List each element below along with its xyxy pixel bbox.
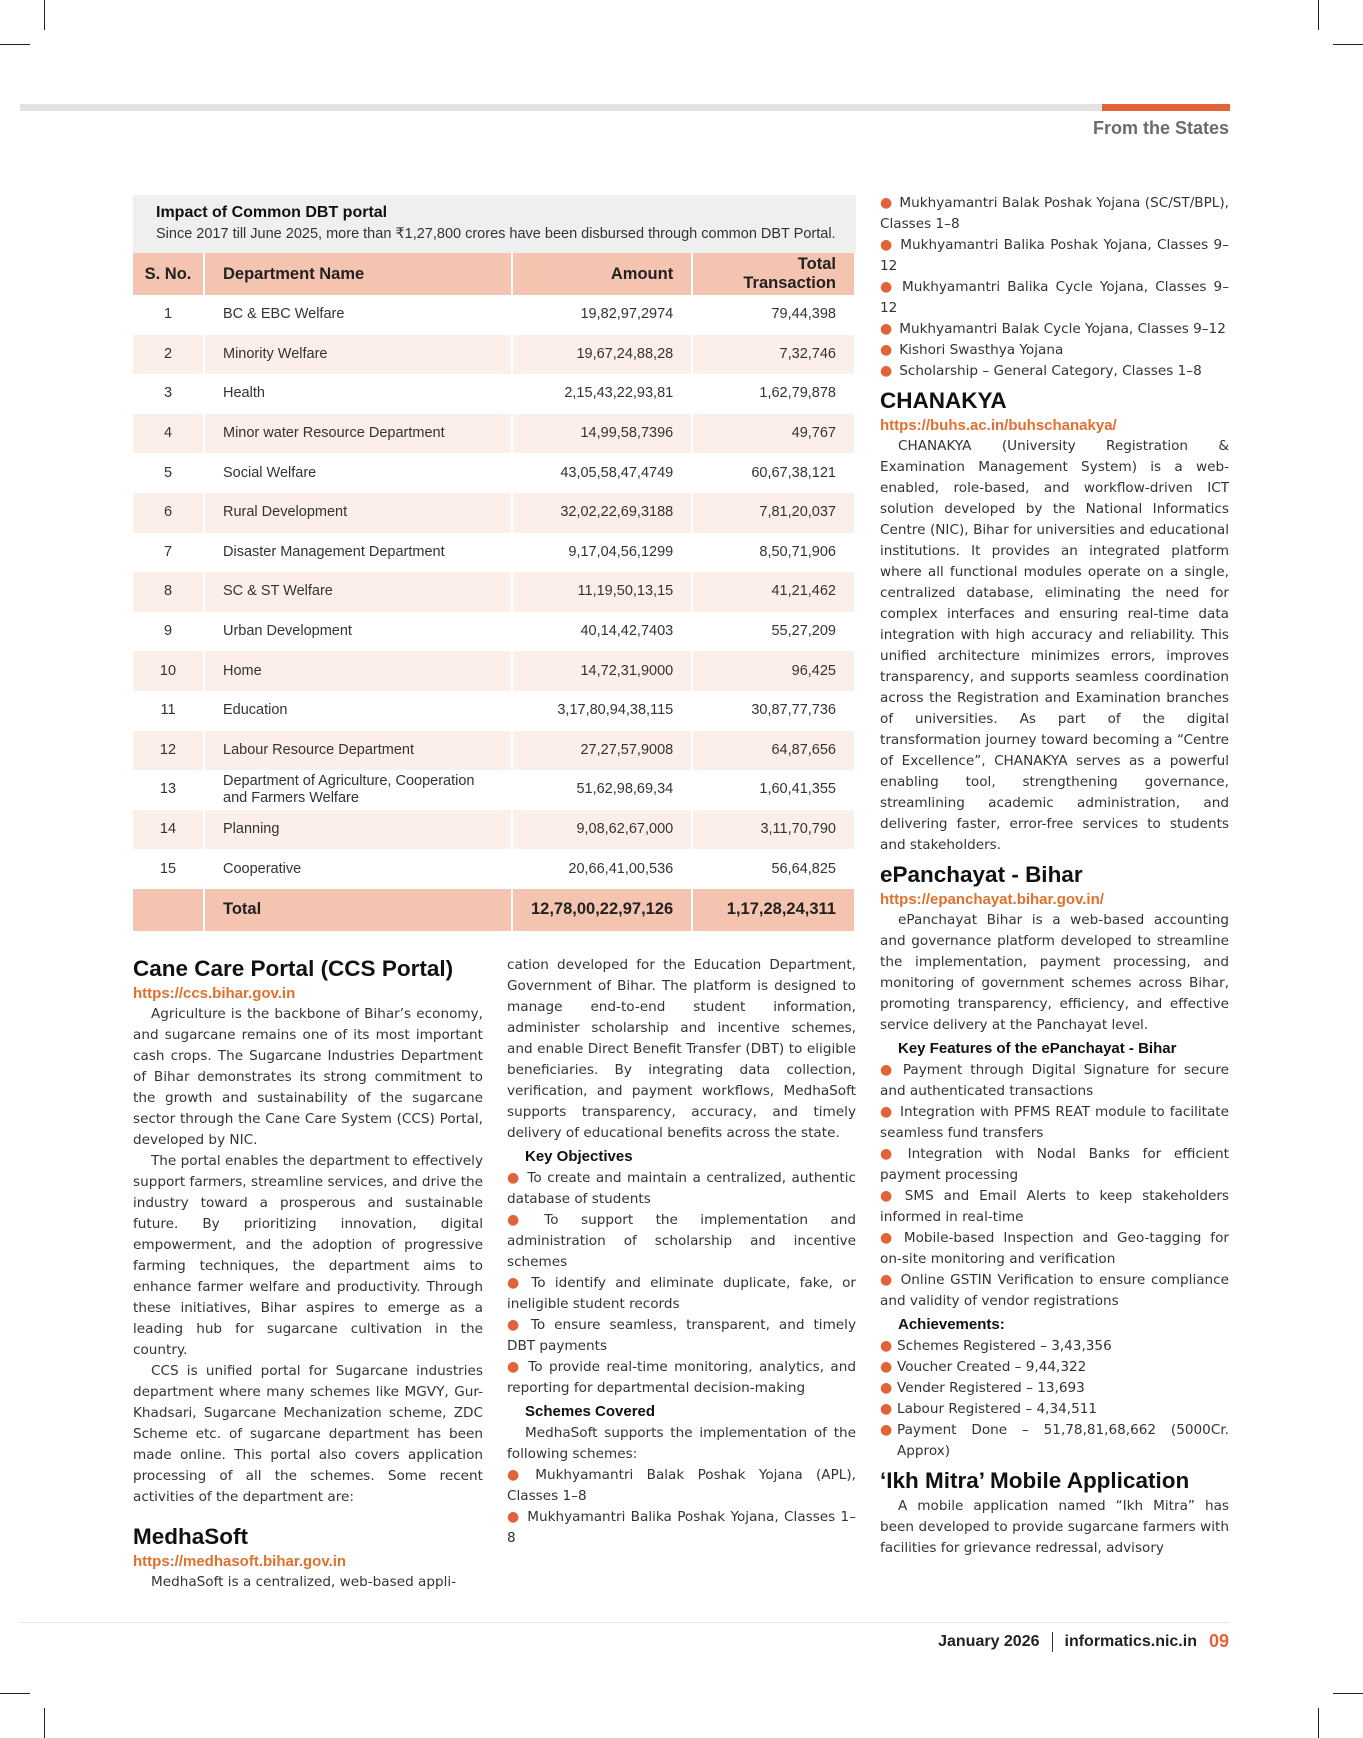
bullet-icon: ●: [880, 1146, 901, 1162]
table-cell: 51,62,98,69,34: [512, 770, 692, 810]
epanchayat-paragraph: ePanchayat Bihar is a web-based accounting and governance platform developed to streamline the implementation, payment processing, and monitoring of government schemes across Bihar, promoting transparency, efficiency, and effective service delivery at the Panchayat level.: [880, 912, 1229, 1033]
table-cell: Planning: [204, 810, 512, 850]
list-item: ● Mukhyamantri Balika Poshak Yojana, Classes 1–8: [507, 1509, 857, 1546]
table-cell: Education: [204, 691, 512, 731]
list-item: ● Integration with PFMS REAT module to facilitate seamless fund transfers: [880, 1104, 1230, 1141]
crop-mark: [1333, 44, 1363, 45]
medhasoft-paragraph: cation developed for the Education Department, Government of Bihar. The platform is designed to manage end-to-end student information, administer scholarship and incentive schemes, and enable Direct Benefit Transfer (DBT) to eligible beneficiaries. By integrating data collection, verification, and payment workflows, MedhaSoft supports transparency, accuracy, and timely delivery of educational benefits across the state.: [507, 957, 856, 1141]
crop-mark: [0, 44, 30, 45]
table-cell: 13: [133, 770, 204, 810]
table-cell: 20,66,41,00,536: [512, 849, 692, 889]
crop-mark: [44, 1708, 45, 1738]
table-cell: 5: [133, 453, 204, 493]
achievements-list: [880, 1336, 1229, 1462]
column-header: S. No.: [133, 253, 204, 295]
crop-mark: [1318, 1708, 1319, 1738]
list-item: ● To support the implementation and administration of scholarship and incentive schemes: [507, 1212, 856, 1270]
ccs-paragraph: CCS is unified portal for Sugarcane industries department where many schemes like MGVY, Gur-Khadsari, Sugarcane Mechanization scheme, ZDC Scheme etc. of sugarcane department has been made online. This portal also covers application processing of all the schemes. Some recent activities of the department are:: [133, 1363, 483, 1505]
medhasoft-title: MedhaSoft: [133, 1524, 248, 1549]
website-link[interactable]: informatics.nic.in: [1064, 1632, 1197, 1650]
list-item: ● Vender Registered – 13,693: [880, 1378, 1229, 1399]
bullet-icon: ●: [507, 1509, 521, 1525]
table-cell: 41,21,462: [692, 572, 855, 612]
table-body: [133, 295, 855, 889]
features-heading: Key Features of the ePanchayat - Bihar: [898, 1040, 1177, 1057]
table-row: [133, 335, 855, 375]
ikh-mitra-title: ‘Ikh Mitra’ Mobile Application: [880, 1468, 1190, 1493]
chanakya-paragraph: CHANAKYA (University Registration & Examination Management System) is a web-enabled, role-based, and workflow-driven ICT solution developed by the National Informatics Centre (NIC), Bihar for universities and educational institutions. It provides an integrated platform where all functional modules operate on a single, centralized database, eliminating the need for complex interfaces and ensuring real-time data integration with high accuracy and reliability. This unified architecture minimizes errors, improves transparency, and supports seamless coordination across the Registration and Examination branches of universities. As part of the digital transformation journey toward becoming a “Centre of Excellence”, CHANAKYA serves as a powerful enabling tool, strengthening governance, streamlining academic administration, and delivering faster, error-free services to students and stakeholders.: [880, 438, 1229, 853]
bullet-icon: ●: [880, 1230, 897, 1246]
table-cell: 14,99,58,7396: [512, 414, 692, 454]
list-item: ● To ensure seamless, transparent, and timely DBT payments: [507, 1317, 856, 1354]
bullet-icon: ●: [880, 1359, 893, 1375]
epanchayat-title: ePanchayat - Bihar: [880, 862, 1083, 887]
list-item: ● Mukhyamantri Balika Poshak Yojana, Classes 9–12: [880, 237, 1230, 274]
table-row: [133, 533, 855, 573]
table-cell: 96,425: [692, 651, 855, 691]
footer-rule: [20, 1622, 1230, 1623]
bullet-icon: ●: [507, 1275, 525, 1291]
table-cell: 30,87,77,736: [692, 691, 855, 731]
table-cell: 43,05,58,47,4749: [512, 453, 692, 493]
table-row: [133, 612, 855, 652]
table-cell: 12: [133, 731, 204, 771]
table-cell: 2: [133, 335, 204, 375]
column-header: Total Transaction: [692, 253, 855, 295]
list-item: ● Scholarship – General Category, Classes 1–8: [880, 363, 1202, 379]
table-cell: 55,27,209: [692, 612, 855, 652]
schemes-intro: MedhaSoft supports the implementation of the following schemes:: [507, 1425, 856, 1462]
list-item: ● SMS and Email Alerts to keep stakeholders informed in real-time: [880, 1188, 1230, 1225]
bullet-icon: ●: [507, 1467, 529, 1483]
total-transactions: 1,17,28,24,311: [692, 889, 855, 931]
bullet-icon: ●: [880, 237, 894, 253]
bullet-icon: ●: [880, 1104, 893, 1120]
list-item: ● To identify and eliminate duplicate, fake, or ineligible student records: [507, 1275, 856, 1312]
list-item: ● Mukhyamantri Balika Cycle Yojana, Classes 9–12: [880, 279, 1229, 316]
bullet-icon: ●: [880, 363, 893, 379]
table-cell: 7,32,746: [692, 335, 855, 375]
table-row: [133, 493, 855, 533]
table-cell: 7,81,20,037: [692, 493, 855, 533]
bullet-icon: ●: [880, 1401, 893, 1417]
list-item: ● To provide real-time monitoring, analytics, and reporting for departmental decision-making: [507, 1359, 857, 1396]
ccs-link[interactable]: https://ccs.bihar.gov.in: [133, 985, 296, 1002]
table-cell: 3: [133, 374, 204, 414]
table-cell: Department of Agriculture, Cooperation and Farmers Welfare: [204, 770, 512, 810]
table-cell: Minority Welfare: [204, 335, 512, 375]
table-row: [133, 651, 855, 691]
objectives-heading: Key Objectives: [525, 1148, 633, 1165]
table-cell: 9,17,04,56,1299: [512, 533, 692, 573]
column-right: [880, 193, 1229, 1559]
footer: [938, 1631, 1229, 1652]
crop-mark: [0, 1693, 30, 1694]
table-row: [133, 414, 855, 454]
bullet-icon: ●: [507, 1212, 538, 1228]
table-cell: Social Welfare: [204, 453, 512, 493]
footer-separator: [1052, 1632, 1053, 1652]
table-cell: 49,767: [692, 414, 855, 454]
bullet-icon: ●: [880, 1272, 894, 1288]
table-row: [133, 295, 855, 335]
table-row: [133, 810, 855, 850]
table-row: [133, 770, 855, 810]
column-header: Department Name: [204, 253, 512, 295]
bullet-icon: ●: [880, 1338, 893, 1354]
section-label: From the States: [1092, 118, 1229, 138]
chanakya-link[interactable]: https://buhs.ac.in/buhschanakya/: [880, 417, 1117, 434]
list-item: ● Payment Done – 51,78,81,68,662 (5000Cr. Approx): [880, 1422, 1229, 1459]
table-cell: 9,08,62,67,000: [512, 810, 692, 850]
table-cell: 3,17,80,94,38,115: [512, 691, 692, 731]
table-total-row: [133, 889, 855, 931]
list-item: ● Mukhyamantri Balak Poshak Yojana (SC/ST/BPL), Classes 1–8: [880, 195, 1230, 232]
dbt-impact-table: [133, 253, 856, 931]
bullet-icon: ●: [507, 1359, 522, 1375]
list-item: ● Mukhyamantri Balak Cycle Yojana, Classes 9–12: [880, 321, 1226, 337]
medhasoft-paragraph: MedhaSoft is a centralized, web-based appli-: [151, 1574, 457, 1590]
list-item: ● Mobile-based Inspection and Geo-tagging for on-site monitoring and verification: [880, 1230, 1229, 1267]
table-cell: Cooperative: [204, 849, 512, 889]
table-cell: 11: [133, 691, 204, 731]
list-item: ● Online GSTIN Verification to ensure compliance and validity of vendor registrations: [880, 1272, 1229, 1309]
table-cell: 8,50,71,906: [692, 533, 855, 573]
table-row: [133, 691, 855, 731]
crop-mark: [44, 0, 45, 30]
header-rule: [20, 104, 1230, 111]
issue-date: January 2026: [938, 1632, 1040, 1650]
table-cell: 60,67,38,121: [692, 453, 855, 493]
list-item: ● Mukhyamantri Balak Poshak Yojana (APL), Classes 1–8: [507, 1467, 856, 1504]
impact-subtitle: Since 2017 till June 2025, more than ₹1,27,800 crores have been disbursed through common DBT Portal.: [156, 226, 836, 242]
table-cell: 14: [133, 810, 204, 850]
ccs-paragraph: Agriculture is the backbone of Bihar’s economy, and sugarcane remains one of its most important cash crops. The Sugarcane Industries Department of Bihar demonstrates its strong commitment to the growth and sustainability of the sugarcane sector through the Cane Care System (CCS) Portal, developed by NIC.: [133, 1006, 483, 1148]
bullet-icon: ●: [507, 1170, 521, 1186]
table-cell: Minor water Resource Department: [204, 414, 512, 454]
table-cell: Disaster Management Department: [204, 533, 512, 573]
table-cell: 9: [133, 612, 204, 652]
table-cell: 27,27,57,9008: [512, 731, 692, 771]
list-item: ● Payment through Digital Signature for secure and authenticated transactions: [880, 1062, 1230, 1099]
ccs-paragraph: The portal enables the department to effectively support farmers, streamline services, and drive the industry toward a prosperous and sustainable future. By prioritizing innovation, digital empowerment, and the adoption of progressive farming techniques, the department aims to enhance farmer welfare and productivity. Through these initiatives, Bihar aspires to emerge as a leading hub for sugarcane cultivation in the country.: [133, 1153, 483, 1358]
table-cell: 79,44,398: [692, 295, 855, 335]
table-cell: Health: [204, 374, 512, 414]
table-cell: 4: [133, 414, 204, 454]
page-number: 09: [1208, 1631, 1229, 1651]
schemes-list-continued: [880, 193, 1229, 382]
table-cell: SC & ST Welfare: [204, 572, 512, 612]
table-cell: 15: [133, 849, 204, 889]
bullet-icon: ●: [880, 1188, 898, 1204]
table-cell: 3,11,70,790: [692, 810, 855, 850]
table-row: [133, 849, 855, 889]
impact-caption-box: [133, 195, 856, 253]
header-accent: [1102, 104, 1230, 111]
schemes-heading: Schemes Covered: [525, 1403, 656, 1420]
impact-title: Impact of Common DBT portal: [156, 204, 388, 221]
list-item: ● Labour Registered – 4,34,511: [880, 1399, 1229, 1420]
table-cell: Labour Resource Department: [204, 731, 512, 771]
table-row: [133, 374, 855, 414]
chanakya-title: CHANAKYA: [880, 388, 1007, 413]
table-row: [133, 453, 855, 493]
table-cell: 8: [133, 572, 204, 612]
table-cell: 14,72,31,9000: [512, 651, 692, 691]
table-cell: 1: [133, 295, 204, 335]
table-row: [133, 572, 855, 612]
table-cell: Home: [204, 651, 512, 691]
table-cell: 32,02,22,69,3188: [512, 493, 692, 533]
epanchayat-link[interactable]: https://epanchayat.bihar.gov.in/: [880, 891, 1104, 908]
crop-mark: [1333, 1693, 1363, 1694]
bullet-icon: ●: [880, 321, 893, 337]
column-header: Amount: [512, 253, 692, 295]
table-cell: 56,64,825: [692, 849, 855, 889]
table-row: [133, 731, 855, 771]
medhasoft-link[interactable]: https://medhasoft.bihar.gov.in: [133, 1553, 347, 1570]
list-item: ● Voucher Created – 9,44,322: [880, 1357, 1229, 1378]
bullet-icon: ●: [880, 279, 896, 295]
achievements-heading: Achievements:: [898, 1316, 1005, 1333]
bullet-icon: ●: [507, 1317, 524, 1333]
table-cell: 2,15,43,22,93,81: [512, 374, 692, 414]
column-middle: [507, 955, 856, 1549]
table-cell: [133, 889, 204, 931]
table-cell: 19,67,24,88,28: [512, 335, 692, 375]
total-amount: 12,78,00,22,97,126: [512, 889, 692, 931]
bullet-icon: ●: [880, 1422, 893, 1438]
table-cell: 7: [133, 533, 204, 573]
table-cell: 6: [133, 493, 204, 533]
table-cell: 40,14,42,7403: [512, 612, 692, 652]
schemes-list: [507, 1465, 856, 1549]
table-cell: 11,19,50,13,15: [512, 572, 692, 612]
column-left: [133, 954, 483, 1593]
table-cell: 19,82,97,2974: [512, 295, 692, 335]
features-list: [880, 1060, 1229, 1312]
table-cell: 64,87,656: [692, 731, 855, 771]
table-header-row: [133, 253, 855, 295]
bullet-icon: ●: [880, 1062, 896, 1078]
list-item: ● Schemes Registered – 3,43,356: [880, 1336, 1229, 1357]
list-item: ● Integration with Nodal Banks for efficient payment processing: [880, 1146, 1229, 1183]
ikh-mitra-paragraph: A mobile application named “Ikh Mitra” has been developed to provide sugarcane farmers with facilities for grievance redressal, advisory: [880, 1498, 1229, 1556]
bullet-icon: ●: [880, 195, 893, 211]
total-label: Total: [204, 889, 512, 931]
table-cell: 1,60,41,355: [692, 770, 855, 810]
bullet-icon: ●: [880, 342, 893, 358]
table-cell: Rural Development: [204, 493, 512, 533]
table-cell: 10: [133, 651, 204, 691]
bullet-icon: ●: [880, 1380, 893, 1396]
table-cell: BC & EBC Welfare: [204, 295, 512, 335]
list-item: ● To create and maintain a centralized, authentic database of students: [507, 1170, 856, 1207]
table-cell: 1,62,79,878: [692, 374, 855, 414]
ccs-title: Cane Care Portal (CCS Portal): [133, 956, 454, 981]
objectives-list: [507, 1168, 856, 1399]
table-cell: Urban Development: [204, 612, 512, 652]
list-item: ● Kishori Swasthya Yojana: [880, 342, 1064, 358]
crop-mark: [1318, 0, 1319, 30]
